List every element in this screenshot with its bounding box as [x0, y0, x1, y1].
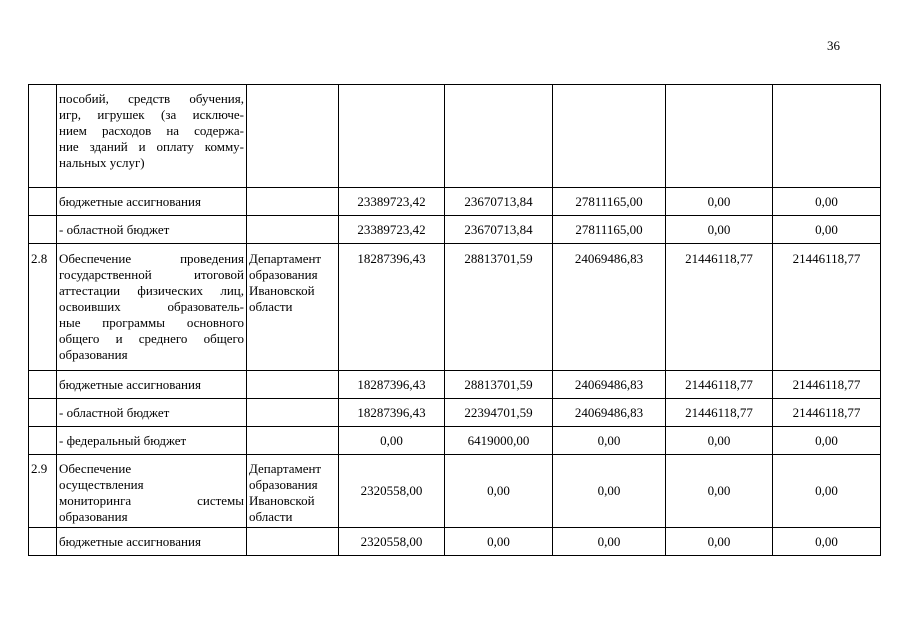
value-cell: 0,00	[445, 455, 553, 528]
name-line: образования	[59, 509, 128, 524]
row-name-cell: бюджетные ассигнования	[57, 528, 247, 556]
name-line: общего и среднего общего	[59, 331, 244, 346]
executor-cell	[247, 371, 339, 399]
value-cell: 21446118,77	[773, 244, 881, 371]
value-cell: 0,00	[773, 427, 881, 455]
value-cell	[339, 85, 445, 188]
row-name-cell	[57, 244, 247, 371]
value-cell	[773, 85, 881, 188]
value-cell: 0,00	[666, 188, 773, 216]
executor-line: Департамент	[249, 251, 322, 266]
name-line: пособий, средств обучения,	[59, 91, 244, 106]
executor-cell	[247, 427, 339, 455]
row-index-cell	[29, 85, 57, 188]
name-line: нием расходов на содержа-	[59, 123, 244, 138]
name-line: освоивших образователь-	[59, 299, 244, 314]
executor-cell	[247, 85, 339, 188]
table-row	[29, 427, 881, 455]
value-cell: 18287396,43	[339, 244, 445, 371]
value-cell: 24069486,83	[553, 371, 666, 399]
value-cell: 0,00	[666, 528, 773, 556]
value-cell: 0,00	[553, 427, 666, 455]
value-cell	[666, 85, 773, 188]
value-cell: 23670713,84	[445, 216, 553, 244]
name-line: ние зданий и оплату комму-	[59, 139, 244, 154]
value-cell: 23389723,42	[339, 216, 445, 244]
row-name-cell	[57, 455, 247, 528]
row-name-cell: - областной бюджет	[57, 216, 247, 244]
value-cell: 0,00	[666, 455, 773, 528]
row-index-cell	[29, 216, 57, 244]
value-cell: 23389723,42	[339, 188, 445, 216]
value-cell: 27811165,00	[553, 216, 666, 244]
executor-cell	[247, 455, 339, 528]
executor-line: области	[249, 509, 293, 524]
value-cell: 0,00	[666, 216, 773, 244]
name-line: государственной итоговой	[59, 267, 244, 282]
row-name-cell	[57, 85, 247, 188]
value-cell: 0,00	[773, 188, 881, 216]
row-name-cell: бюджетные ассигнования	[57, 188, 247, 216]
table-row	[29, 216, 881, 244]
row-name-cell: - областной бюджет	[57, 399, 247, 427]
row-index-cell	[29, 399, 57, 427]
executor-line: образования	[249, 477, 318, 492]
executor-line: образования	[249, 267, 318, 282]
name-line: нальных услуг)	[59, 155, 145, 170]
table-row	[29, 528, 881, 556]
value-cell: 21446118,77	[773, 371, 881, 399]
value-cell	[445, 85, 553, 188]
table-row	[29, 188, 881, 216]
value-cell: 0,00	[553, 455, 666, 528]
executor-line: области	[249, 299, 293, 314]
value-cell: 22394701,59	[445, 399, 553, 427]
name-line: игр, игрушек (за исключе-	[59, 107, 244, 122]
value-cell: 0,00	[339, 427, 445, 455]
name-line: Обеспечение	[59, 461, 132, 476]
value-cell: 24069486,83	[553, 399, 666, 427]
value-cell: 18287396,43	[339, 399, 445, 427]
value-cell: 0,00	[773, 455, 881, 528]
row-index-cell: 2.9	[29, 455, 57, 528]
name-line: мониторинга системы	[59, 493, 244, 508]
value-cell: 21446118,77	[666, 399, 773, 427]
value-cell	[553, 85, 666, 188]
value-cell: 0,00	[773, 216, 881, 244]
value-cell: 28813701,59	[445, 371, 553, 399]
value-cell: 0,00	[666, 427, 773, 455]
page-number: 36	[827, 38, 840, 53]
table-row	[29, 371, 881, 399]
table-row	[29, 455, 881, 528]
value-cell: 21446118,77	[666, 371, 773, 399]
table-row	[29, 85, 881, 188]
value-cell: 21446118,77	[773, 399, 881, 427]
row-index-cell	[29, 371, 57, 399]
executor-cell	[247, 528, 339, 556]
row-index-cell	[29, 188, 57, 216]
row-name-cell: - федеральный бюджет	[57, 427, 247, 455]
executor-cell	[247, 188, 339, 216]
value-cell: 24069486,83	[553, 244, 666, 371]
name-line: образования	[59, 347, 128, 362]
table-row	[29, 244, 881, 371]
value-cell: 6419000,00	[445, 427, 553, 455]
executor-cell	[247, 244, 339, 371]
value-cell: 21446118,77	[666, 244, 773, 371]
executor-line: Ивановской	[249, 493, 315, 508]
name-line: осуществления	[59, 477, 144, 492]
table-row	[29, 399, 881, 427]
executor-cell	[247, 399, 339, 427]
budget-table	[28, 84, 881, 556]
row-name-cell: бюджетные ассигнования	[57, 371, 247, 399]
value-cell: 0,00	[773, 528, 881, 556]
value-cell: 18287396,43	[339, 371, 445, 399]
name-line: аттестации физических лиц,	[59, 283, 244, 298]
name-line: Обеспечение проведения	[59, 251, 244, 266]
name-line: ные программы основного	[59, 315, 244, 330]
value-cell: 2320558,00	[339, 455, 445, 528]
value-cell: 0,00	[553, 528, 666, 556]
executor-cell	[247, 216, 339, 244]
executor-line: Ивановской	[249, 283, 315, 298]
value-cell: 2320558,00	[339, 528, 445, 556]
value-cell: 0,00	[445, 528, 553, 556]
value-cell: 28813701,59	[445, 244, 553, 371]
row-index-cell: 2.8	[29, 244, 57, 371]
executor-line: Департамент	[249, 461, 322, 476]
value-cell: 23670713,84	[445, 188, 553, 216]
row-index-cell	[29, 528, 57, 556]
value-cell: 27811165,00	[553, 188, 666, 216]
row-index-cell	[29, 427, 57, 455]
